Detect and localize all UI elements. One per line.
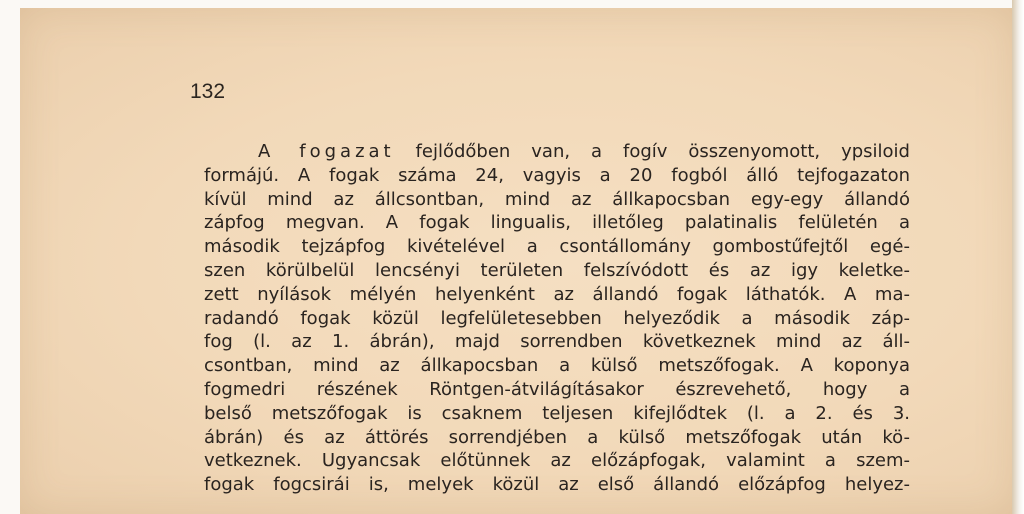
body-paragraph <box>204 140 910 497</box>
text-line-1-rest: fejlődőben van, a fogív összenyomott, ypsiloid <box>394 141 910 162</box>
text-line-10: csontban, mind az állkapocsban a külső metszőfogak. A koponya <box>204 355 910 377</box>
text-line-12: belső metszőfogak is csaknem teljesen kifejlődtek (l. a 2. és 3. <box>204 402 910 424</box>
text-line-8: radandó fogak közül legfelületesebben helyeződik a második záp- <box>204 307 910 329</box>
text-line-11: fogmedri részének Röntgen-átvilágításakor észrevehető, hogy a <box>204 378 910 400</box>
text-line-7: zett nyílások mélyén helyenként az állandó fogak láthatók. A ma- <box>204 283 910 305</box>
text-line-2: formájú. A fogak száma 24, vagyis a 20 fogból álló tejfogazaton <box>204 164 910 186</box>
text-line-5: második tejzápfog kivételével a csontállomány gombostűfejtől egé- <box>204 236 910 258</box>
page-number: 132 <box>190 80 226 103</box>
page-edge <box>1012 0 1024 514</box>
text-line-3: kívül mind az állcsontban, mind az állkapocsban egy-egy állandó <box>204 188 910 210</box>
text-line-9: fog (l. az 1. ábrán), majd sorrendben következnek mind az áll- <box>204 331 910 353</box>
text-line-4: zápfog megvan. A fogak lingualis, illetőleg palatinalis felületén a <box>204 212 910 234</box>
text-line-1 <box>204 140 910 164</box>
text-line-15: fogak fogcsirái is, melyek közül az első állandó előzápfog helyez- <box>204 474 910 496</box>
text-line-6: szen körülbelül lencsényi területen felszívódott és az igy keletke- <box>204 259 910 281</box>
text-line-13: ábrán) és az áttörés sorrendjében a külső metszőfogak után kö- <box>204 426 910 448</box>
text-line-14: vetkeznek. Ugyancsak előtünnek az előzápfogak, valamint a szem- <box>204 450 910 472</box>
spaced-lead-word: A fogazat <box>258 141 395 162</box>
